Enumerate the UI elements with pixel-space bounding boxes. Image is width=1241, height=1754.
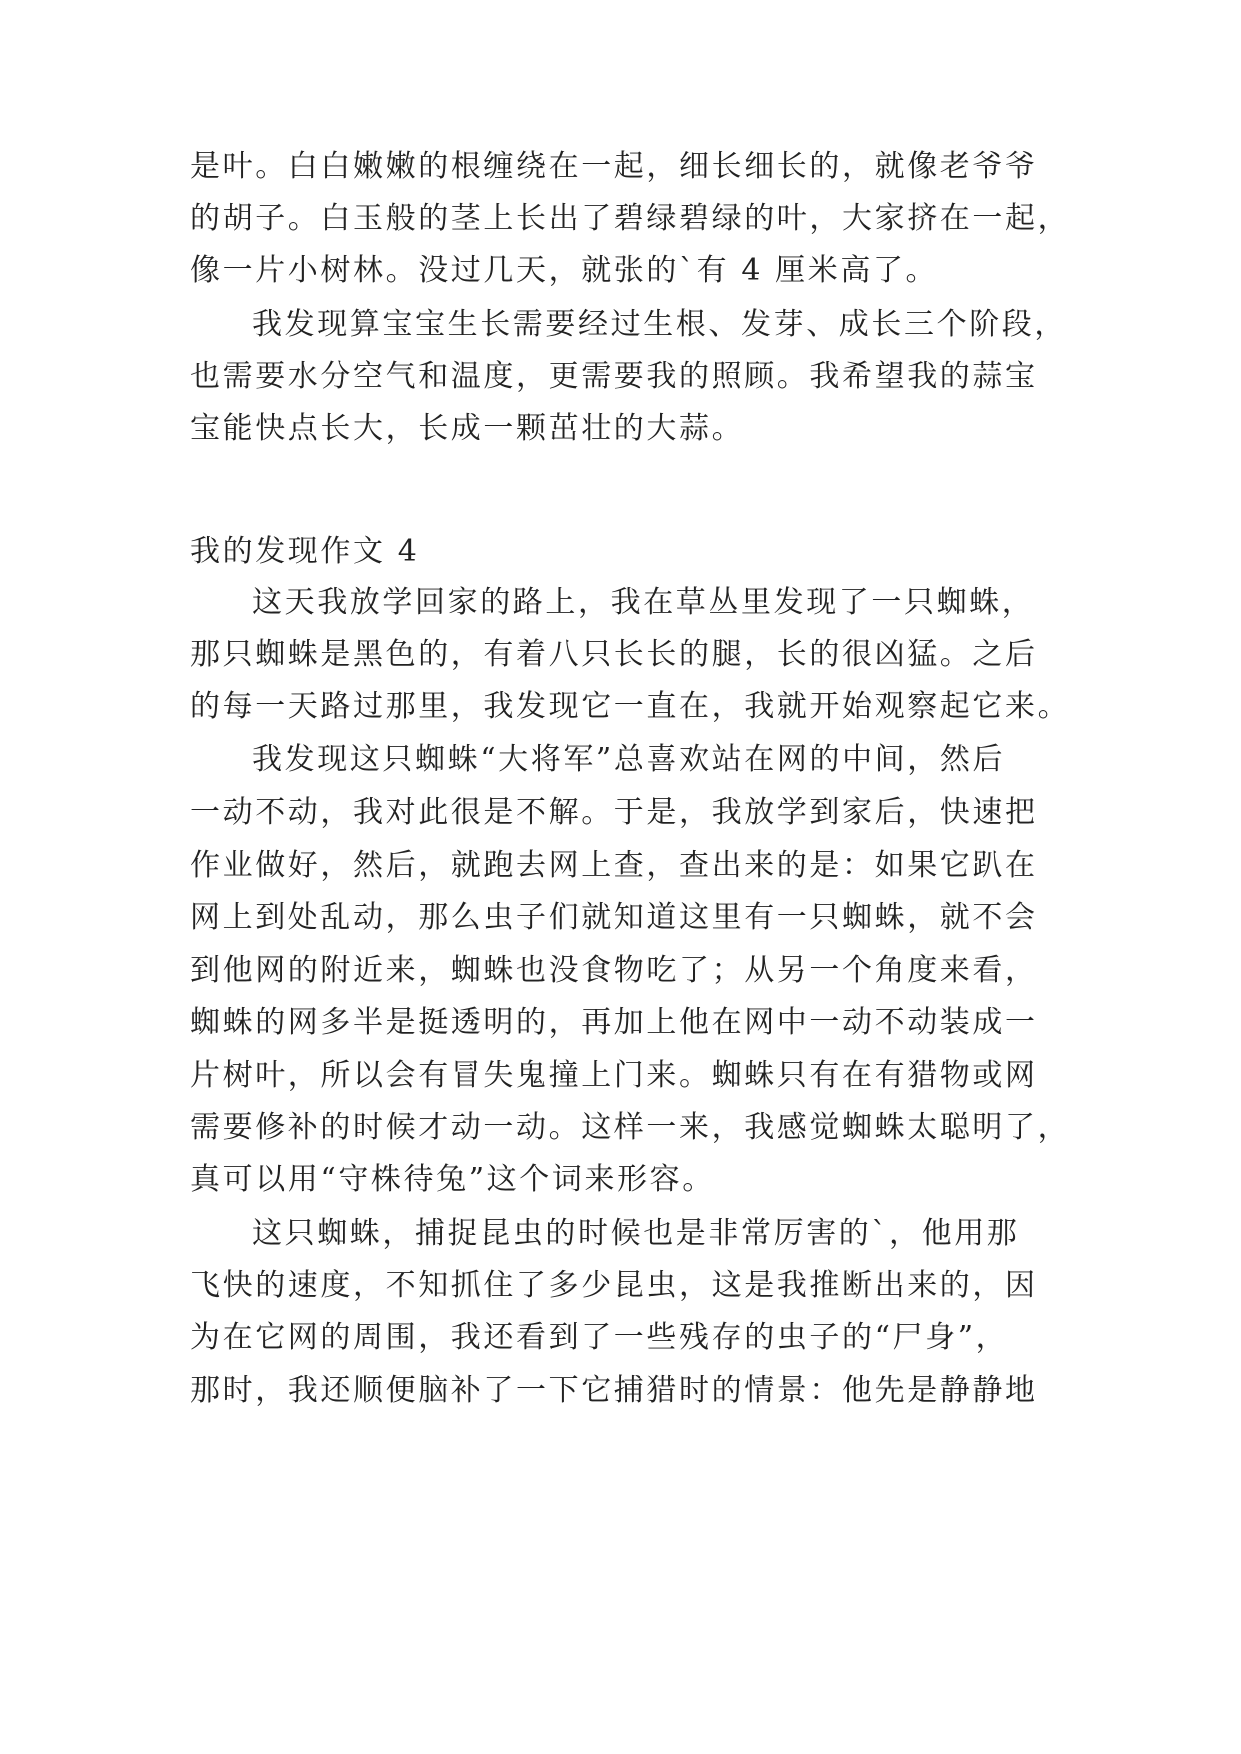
text-line: 这天我放学回家的路上，我在草丛里发现了一只蜘蛛， [252,585,1035,620]
text-line: 像一片小树林。没过几天，就张的`有 4 厘米高了。 [190,253,939,288]
text-line: 片树叶，所以会有冒失鬼撞上门来。蜘蛛只有在有猎物或网 [190,1058,1038,1093]
text-line: 作业做好，然后，就跑去网上查，查出来的是：如果它趴在 [190,848,1038,883]
text-line: 真可以用“守株待兔”这个词来形容。 [190,1162,715,1197]
text-line: 一动不动，我对此很是不解。于是，我放学到家后，快速把 [190,795,1038,830]
section-heading: 我的发现作文 4 [190,534,420,569]
text-line: 那时，我还顺便脑补了一下它捕猎时的情景：他先是静静地 [190,1373,1038,1408]
text-line: 宝能快点长大，长成一颗茁壮的大蒜。 [190,411,745,446]
text-line: 那只蜘蛛是黑色的，有着八只长长的腿，长的很凶猛。之后 [190,637,1038,672]
text-line: 我发现这只蜘蛛“大将军”总喜欢站在网的中间，然后 [252,742,1006,777]
text-line: 的每一天路过那里，我发现它一直在，我就开始观察起它来。 [190,689,1071,724]
text-line: 蜘蛛的网多半是挺透明的，再加上他在网中一动不动装成一 [190,1005,1038,1040]
text-line: 到他网的附近来，蜘蛛也没食物吃了；从另一个角度来看， [190,953,1038,988]
text-line: 飞快的速度，不知抓住了多少昆虫，这是我推断出来的，因 [190,1268,1038,1303]
text-line: 网上到处乱动，那么虫子们就知道这里有一只蜘蛛，就不会 [190,900,1038,935]
text-line: 为在它网的周围，我还看到了一些残存的虫子的“尸身”， [190,1320,1009,1355]
text-line: 这只蜘蛛，捕捉昆虫的时候也是非常厉害的`，他用那 [252,1216,1020,1251]
text-line: 的胡子。白玉般的茎上长出了碧绿碧绿的叶，大家挤在一起， [190,201,1071,236]
text-line: 需要修补的时候才动一动。这样一来，我感觉蜘蛛太聪明了， [190,1110,1071,1145]
text-line: 是叶。白白嫩嫩的根缠绕在一起，细长细长的，就像老爷爷 [190,149,1038,184]
text-line: 我发现算宝宝生长需要经过生根、发芽、成长三个阶段， [252,307,1067,342]
text-line: 也需要水分空气和温度，更需要我的照顾。我希望我的蒜宝 [190,359,1038,394]
